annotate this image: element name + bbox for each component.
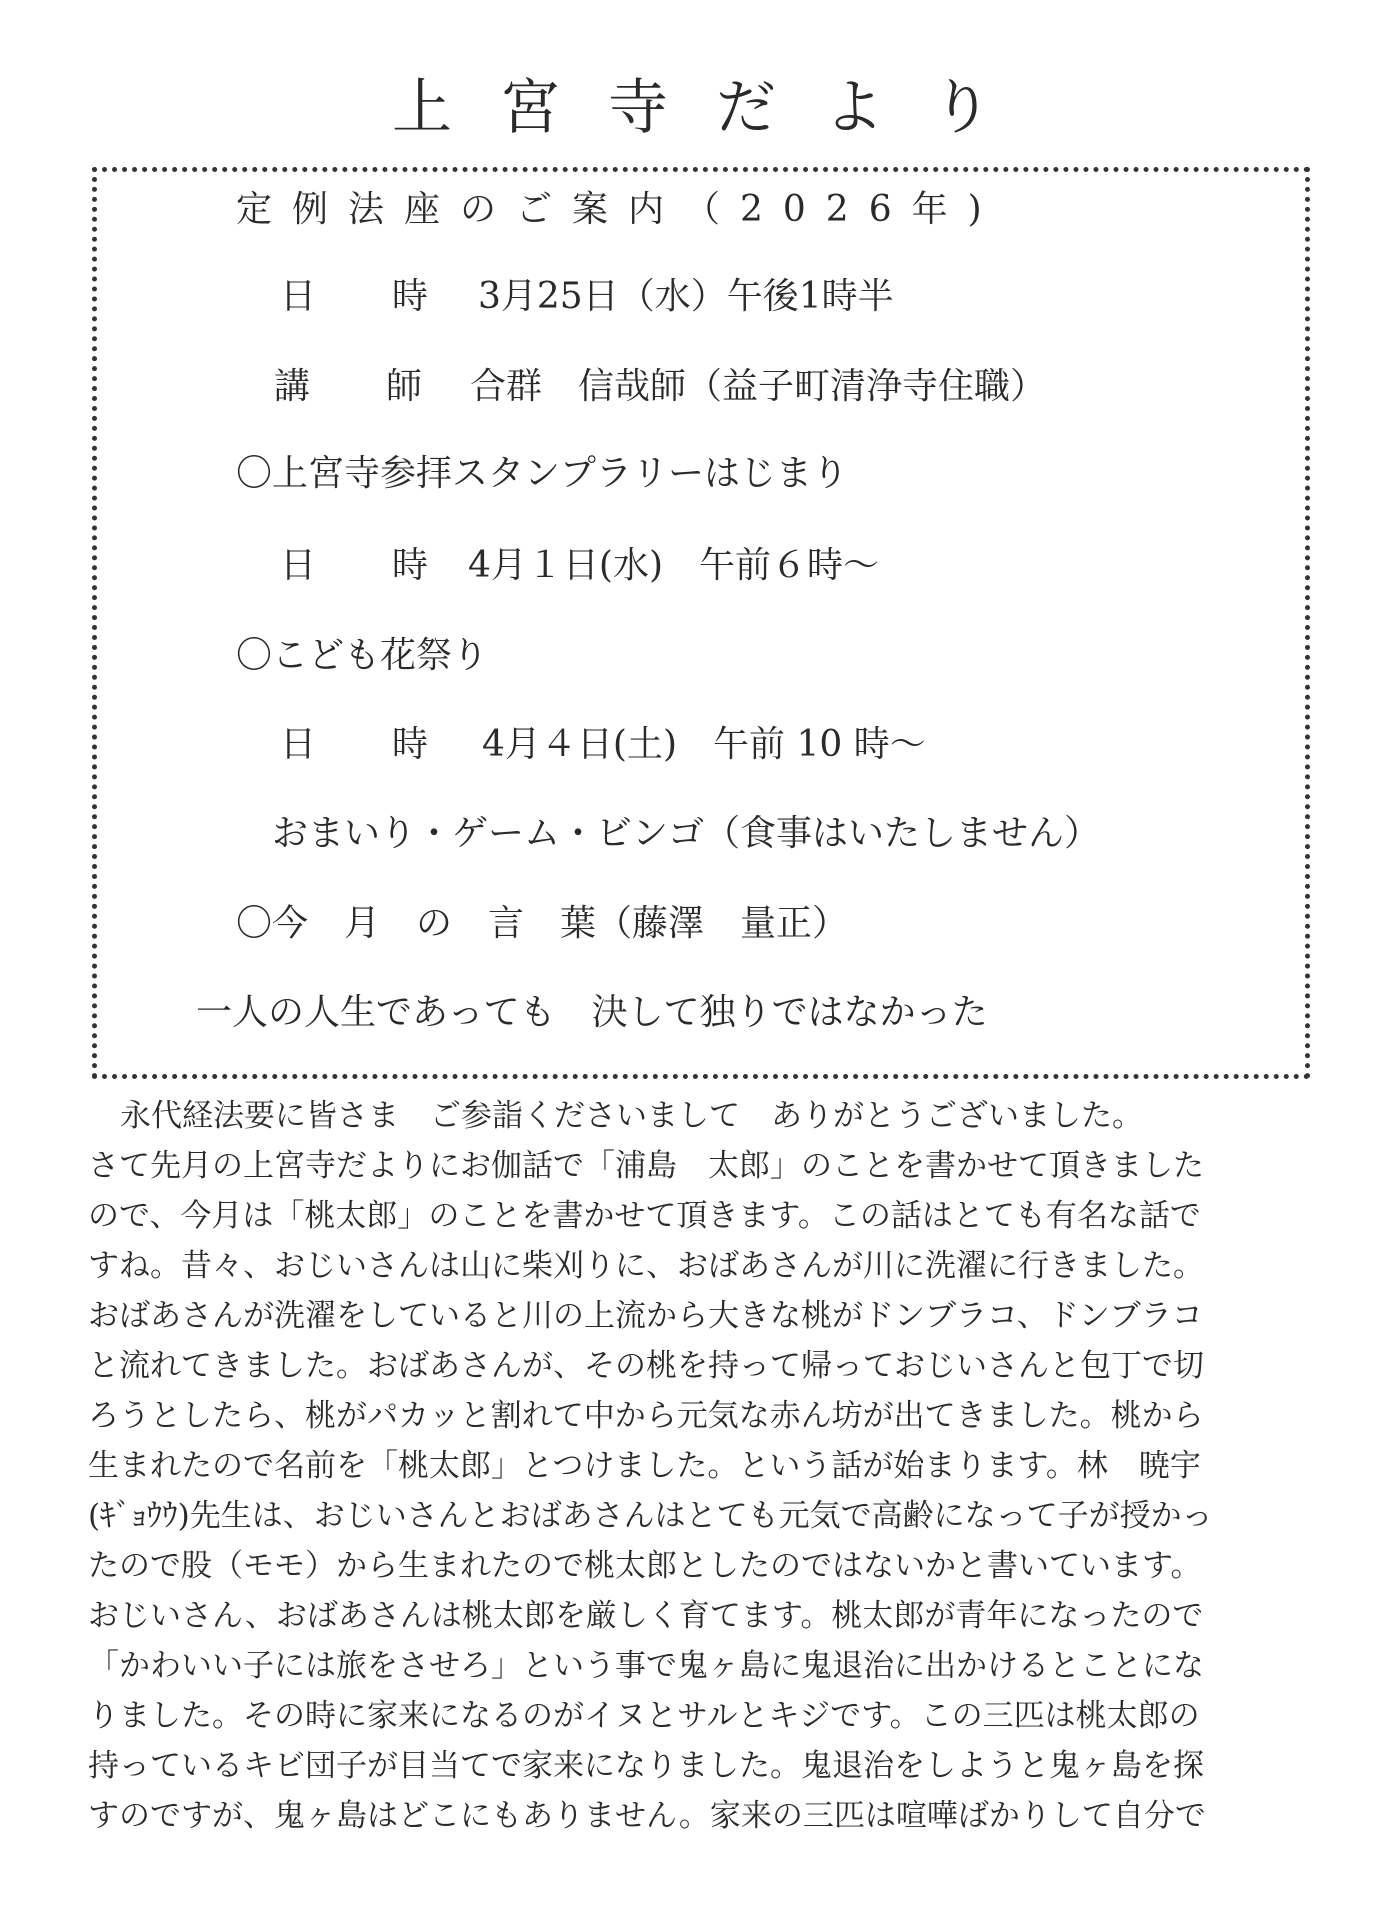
article-line: ろうとしたら、桃がパカッと割れて中から元気な赤ん坊が出てきました。桃から bbox=[88, 1398, 1204, 1434]
article-line: 持っているキビ団子が目当てで家来になりました。鬼退治をしようと鬼ヶ島を探 bbox=[88, 1748, 1204, 1784]
article-line: 生まれたので名前を「桃太郎」とつけました。という話が始まります。林 暁宇 bbox=[88, 1448, 1201, 1484]
lecturer-label: 講 師 bbox=[274, 366, 443, 407]
words-text: 一人の人生であっても 決して独りではなかった bbox=[196, 992, 988, 1033]
article-line: ので、今月は「桃太郎」のことを書かせて頂きます。この話はとても有名な話で bbox=[88, 1198, 1201, 1234]
article-line: りました。その時に家来になるのがイヌとサルとキジです。この三匹は桃太郎の bbox=[88, 1698, 1200, 1734]
article-line: さて先月の上宮寺だよりにお伽話で「浦島 太郎」のことを書かせて頂きました bbox=[88, 1148, 1204, 1184]
article-body bbox=[88, 1091, 1308, 1841]
article-line: すね。昔々、おじいさんは山に柴刈りに、おばあさんが川に洗濯に行きました。 bbox=[88, 1248, 1204, 1284]
notice-heading: 定例法座のご案内（2026年) bbox=[236, 189, 1002, 230]
hanamatsuri-date-label: 日 時 bbox=[280, 724, 449, 765]
words-heading: 〇今 月 の 言 葉（藤澤 量正） bbox=[236, 903, 849, 944]
hanamatsuri-date-value: 4月４日(土) 午前 10 時～ bbox=[482, 724, 926, 765]
article-line: おばあさんが洗濯をしていると川の上流から大きな桃がドンブラコ、ドンブラコ bbox=[88, 1298, 1203, 1334]
page-title: 上宮寺だより bbox=[392, 73, 1040, 143]
article-line: おじいさん、おばあさんは桃太郎を厳しく育てます。桃太郎が青年になったので bbox=[88, 1598, 1204, 1634]
article-line: 永代経法要に皆さま ご参詣くださいまして ありがとうございました。 bbox=[120, 1098, 1143, 1134]
houza-date-label: 日 時 bbox=[280, 276, 449, 317]
lecturer-value: 合群 信哉師（益子町清浄寺住職） bbox=[470, 366, 1047, 407]
hanamatsuri-heading: 〇こども花祭り bbox=[236, 635, 489, 676]
hanamatsuri-activities: おまいり・ゲーム・ビンゴ（食事はいたしません） bbox=[272, 813, 1101, 854]
stamp-rally-date-label: 日 時 bbox=[280, 545, 449, 586]
stamp-rally-heading: 〇上宮寺参拝スタンプラリーはじまり bbox=[236, 453, 849, 494]
article-line: と流れてきました。おばあさんが、その桃を持って帰っておじいさんと包丁で切 bbox=[88, 1348, 1204, 1384]
article-line: 「かわいい子には旅をさせろ」という事で鬼ヶ島に鬼退治に出かけるとことにな bbox=[88, 1648, 1204, 1684]
article-line: (ｷﾞｮｳｳ)先生は、おじいさんとおばあさんはとても元気で高齢になって子が授かっ bbox=[88, 1498, 1213, 1534]
article-line: すのですが、鬼ヶ島はどこにもありません。家来の三匹は喧嘩ばかりして自分で bbox=[88, 1798, 1206, 1834]
houza-date-value: 3月25日（水）午後1時半 bbox=[478, 276, 894, 317]
article-line: たので股（モモ）から生まれたので桃太郎としたのではないかと書いています。 bbox=[88, 1548, 1202, 1584]
stamp-rally-date-value: 4月１日(水) 午前６時～ bbox=[468, 545, 879, 586]
